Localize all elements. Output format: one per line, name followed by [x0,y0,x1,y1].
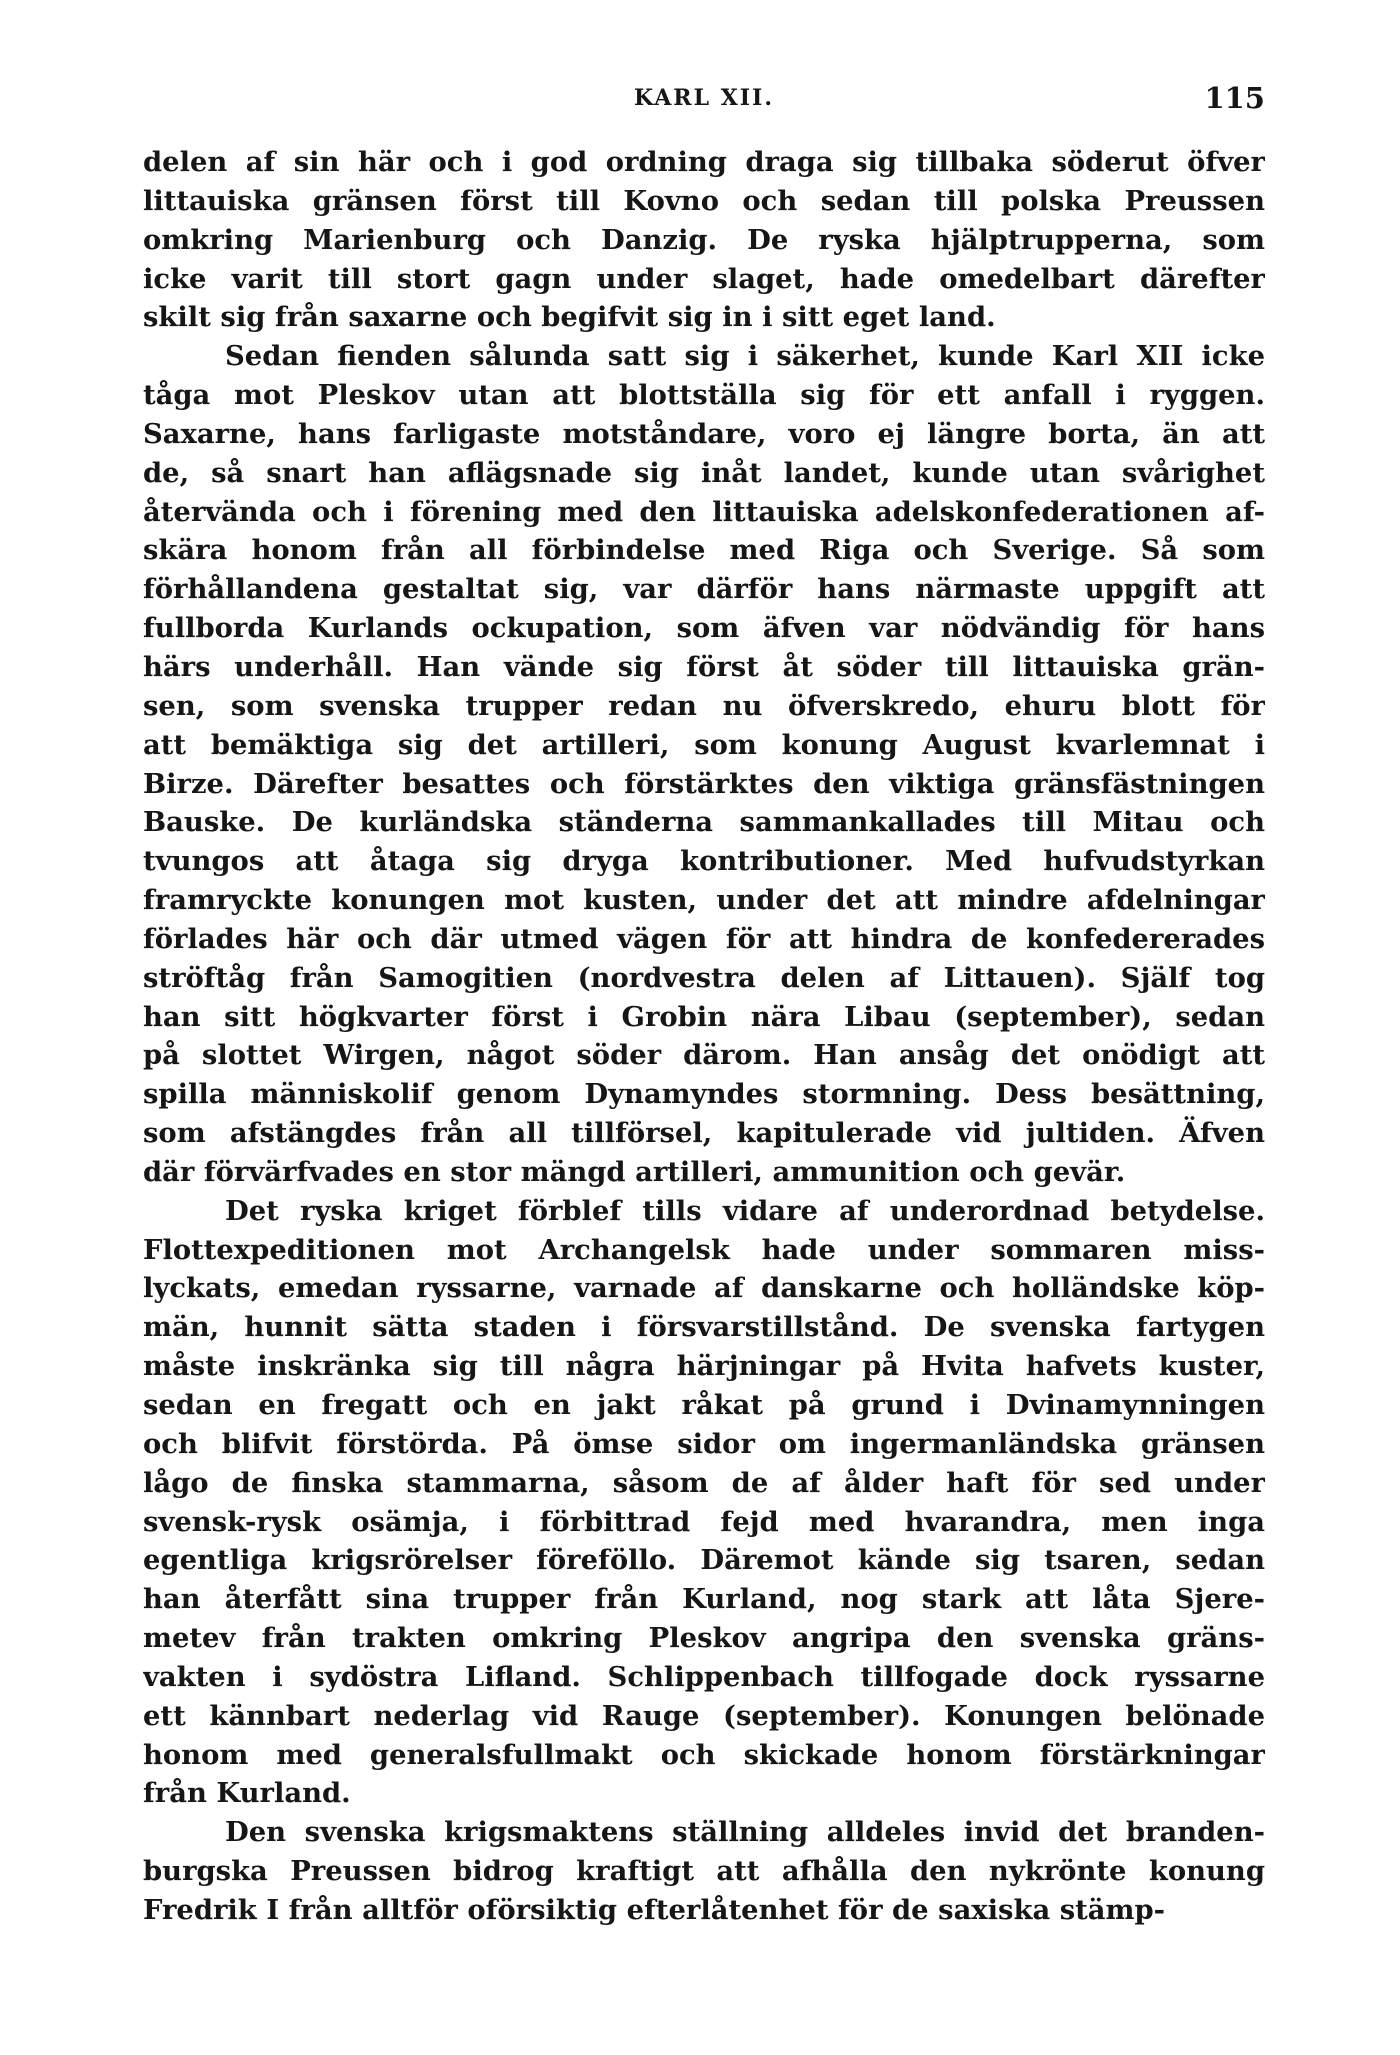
text-line: förhållandena gestaltat sig, var därför hans närmaste uppgift att [143,573,1265,606]
text-line: sen, som svenska trupper redan nu öfverskredo, ehuru blott för [143,689,1265,722]
text-line: som afstängdes från all tillförsel, kapitulerade vid jultiden. Äfven [143,1117,1265,1150]
text-line: Flottexpeditionen mot Archangelsk hade under sommaren miss- [143,1233,1265,1266]
text-line: burgska Preussen bidrog kraftigt att afhålla den nykrönte konung [143,1855,1265,1888]
text-line: måste inskränka sig till några härjningar på Hvita hafvets kuster, [143,1350,1265,1383]
text-line: tvungos att åtaga sig dryga kontributioner. Med hufvudstyrkan [143,845,1265,878]
text-line: män, hunnit sätta staden i försvarstillstånd. De svenska fartygen [143,1311,1265,1344]
paragraph [143,143,1265,337]
text-line: de, så snart han aflägsnade sig inåt landet, kunde utan svårighet [143,456,1265,489]
text-line: ströftåg från Samogitien (nordvestra delen af Littauen). Själf tog [143,961,1265,994]
text-line: skilt sig från saxarne och begifvit sig in i sitt eget land. [143,301,996,334]
text-line: skära honom från all förbindelse med Riga och Sverige. Så som [143,534,1265,567]
text-line: honom med generalsfullmakt och skickade honom förstärkningar [143,1738,1265,1771]
text-line: svensk-rysk osämja, i förbittrad fejd med hvarandra, men inga [143,1505,1265,1538]
running-head [143,78,1265,118]
text-line: Sedan fienden sålunda satt sig i säkerhet, kunde Karl XII icke [225,340,1265,373]
text-line: där förvärfvades en stor mängd artilleri, ammunition och gevär. [143,1155,1126,1188]
text-line: fullborda Kurlands ockupation, som äfven var nödvändig för hans [143,612,1265,645]
text-line: från Kurland. [143,1777,351,1810]
text-line: Fredrik I från alltför oförsiktig efterlåtenhet för de saxiska stämp- [143,1893,1166,1926]
text-line: lyckats, emedan ryssarne, varnade af danskarne och holländske köp- [143,1272,1265,1305]
text-line: spilla människolif genom Dynamyndes stormning. Dess besättning, [143,1078,1265,1111]
text-line: Bauske. De kurländska ständerna sammankallades till Mitau och [143,806,1265,839]
text-line: sedan en fregatt och en jakt råkat på grund i Dvinamynningen [143,1389,1265,1421]
text-line: framryckte konungen mot kusten, under det att mindre afdelningar [143,884,1265,917]
text-line: vakten i sydöstra Lifland. Schlippenbach tillfogade dock ryssarne [143,1660,1265,1693]
text-line: Saxarne, hans farligaste motståndare, voro ej längre borta, än att [143,417,1265,450]
text-line: delen af sin här och i god ordning draga sig tillbaka söderut öfver [143,146,1265,178]
text-line: Den svenska krigsmaktens ställning alldeles invid det branden- [225,1816,1265,1849]
text-line: Det ryska kriget förblef tills vidare af underordnad betydelse. [225,1194,1265,1227]
text-line: egentliga krigsrörelser föreföllo. Däremot kände sig tsaren, sedan [143,1544,1265,1577]
paragraph [143,337,1265,1192]
text-line: ett kännbart nederlag vid Rauge (september). Konungen belönade [143,1699,1265,1732]
text-line: återvända och i förening med den littauiska adelskonfederationen af- [143,495,1265,528]
running-head-title: KARL XII. [633,85,775,111]
text-line: han sitt högkvarter först i Grobin nära Libau (september), sedan [143,1000,1265,1033]
paragraph [143,1813,1265,1930]
body-text [143,143,1265,1930]
text-line: lågo de finska stammarna, såsom de af ålder haft för sed under [143,1466,1265,1499]
page-number: 115 [1204,81,1265,115]
text-line: förlades här och där utmed vägen för att hindra de konfedererades [143,922,1265,955]
text-line: omkring Marienburg och Danzig. De ryska hjälptrupperna, som [143,223,1265,256]
text-line: metev från trakten omkring Pleskov angripa den svenska gräns- [143,1622,1265,1655]
text-line: att bemäktiga sig det artilleri, som konung August kvarlemnat i [143,728,1265,761]
text-line: littauiska gränsen först till Kovno och sedan till polska Preussen [143,184,1265,217]
text-line: härs underhåll. Han vände sig först åt söder till littauiska grän- [143,650,1265,683]
text-line: på slottet Wirgen, något söder därom. Han ansåg det onödigt att [143,1039,1265,1072]
paragraph [143,1192,1265,1814]
text-line: tåga mot Pleskov utan att blottställa sig för ett anfall i ryggen. [143,379,1265,412]
text-line: Birze. Därefter besattes och förstärktes den viktiga gränsfästningen [143,767,1265,800]
text-line: han återfått sina trupper från Kurland, nog stark att låta Sjere- [143,1583,1265,1616]
text-line: icke varit till stort gagn under slaget, hade omedelbart därefter [143,262,1265,295]
text-line: och blifvit förstörda. På ömse sidor om ingermanländska gränsen [143,1427,1265,1460]
